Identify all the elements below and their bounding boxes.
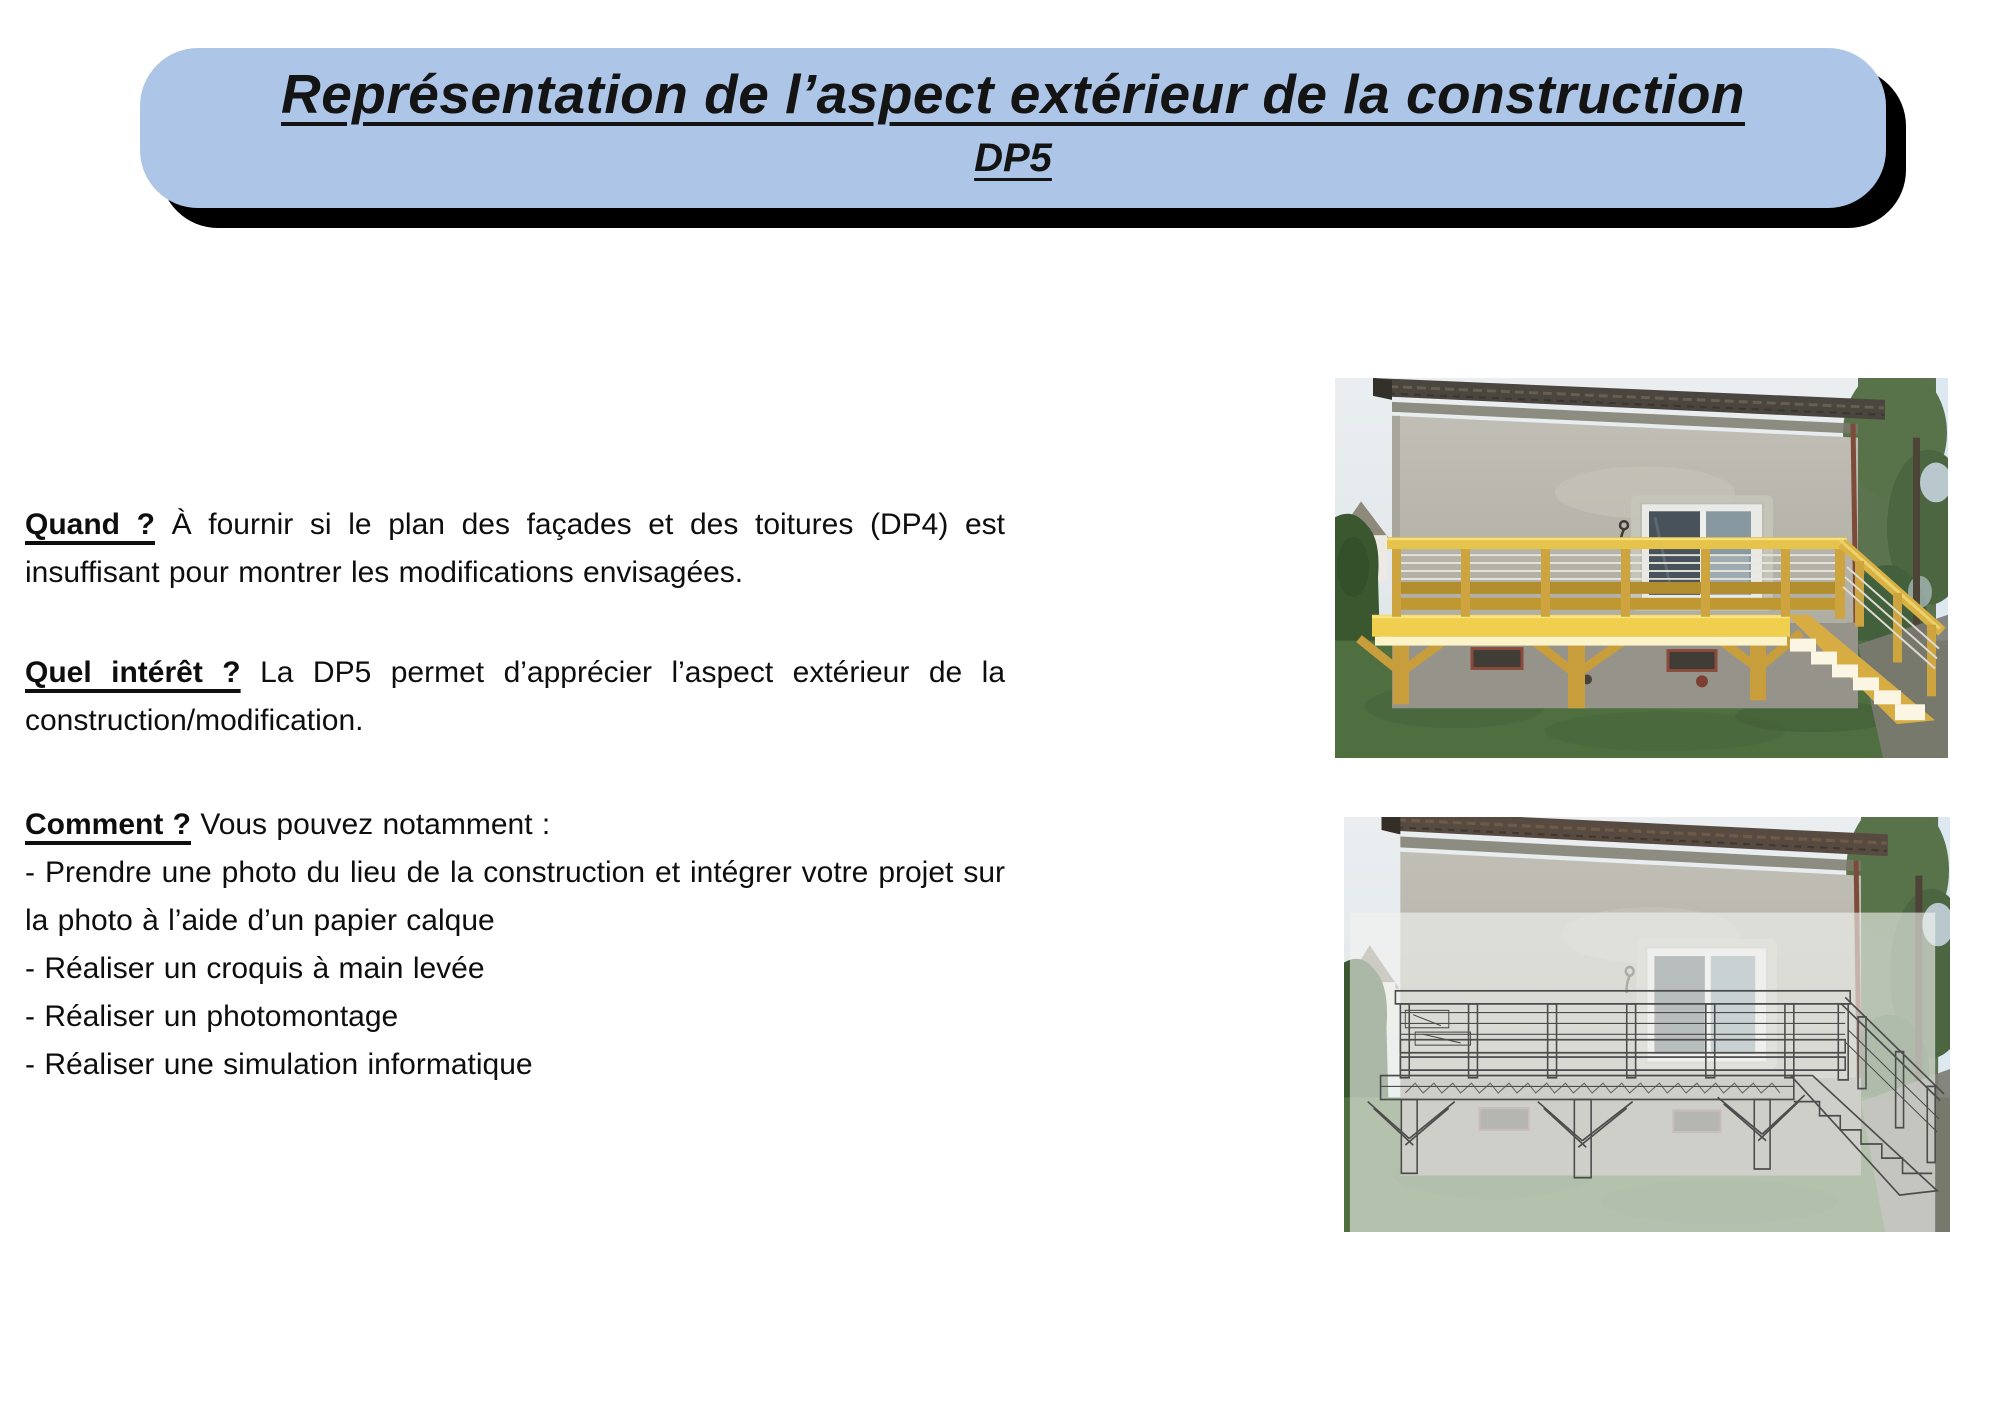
bullet-photomontage: - Réaliser un photomontage	[25, 1000, 399, 1033]
page-subtitle: DP5	[974, 136, 1052, 180]
section-interet	[25, 649, 1005, 745]
header-banner	[140, 48, 1886, 208]
section-comment-text: Vous pouvez notamment :	[191, 808, 551, 841]
bullet-croquis: - Réaliser un croquis à main levée	[25, 952, 485, 985]
section-comment-intro	[25, 801, 1005, 849]
figure-photomontage	[1335, 378, 1948, 758]
photomontage-image	[1335, 378, 1948, 758]
tracing-paper-veil	[1350, 913, 1935, 1232]
section-interet-text: La DP5 permet d’apprécier l’aspect extérieur de la construction/modification.	[25, 656, 1006, 737]
photo-scene	[1335, 378, 1948, 758]
section-quand-label: Quand ?	[25, 508, 155, 541]
bullet-photo-calque: - Prendre une photo du lieu de la construction et intégrer votre projet sur la photo à l’aide d’un papier calque	[25, 856, 1005, 937]
calque-image	[1344, 817, 1950, 1232]
section-quand-text: À fournir si le plan des façades et des toitures (DP4) est insuffisant pour montrer les modifications envisagées.	[25, 508, 1005, 589]
section-quand	[25, 501, 1005, 597]
section-comment	[25, 801, 1005, 1089]
section-interet-label: Quel intérêt ?	[25, 656, 241, 689]
figure-calque	[1344, 817, 1950, 1232]
bullet-simulation: - Réaliser une simulation informatique	[25, 1048, 533, 1081]
page-title: Représentation de l’aspect extérieur de la construction	[280, 63, 1746, 125]
section-comment-label: Comment ?	[25, 808, 191, 841]
text-column	[25, 501, 1005, 1089]
